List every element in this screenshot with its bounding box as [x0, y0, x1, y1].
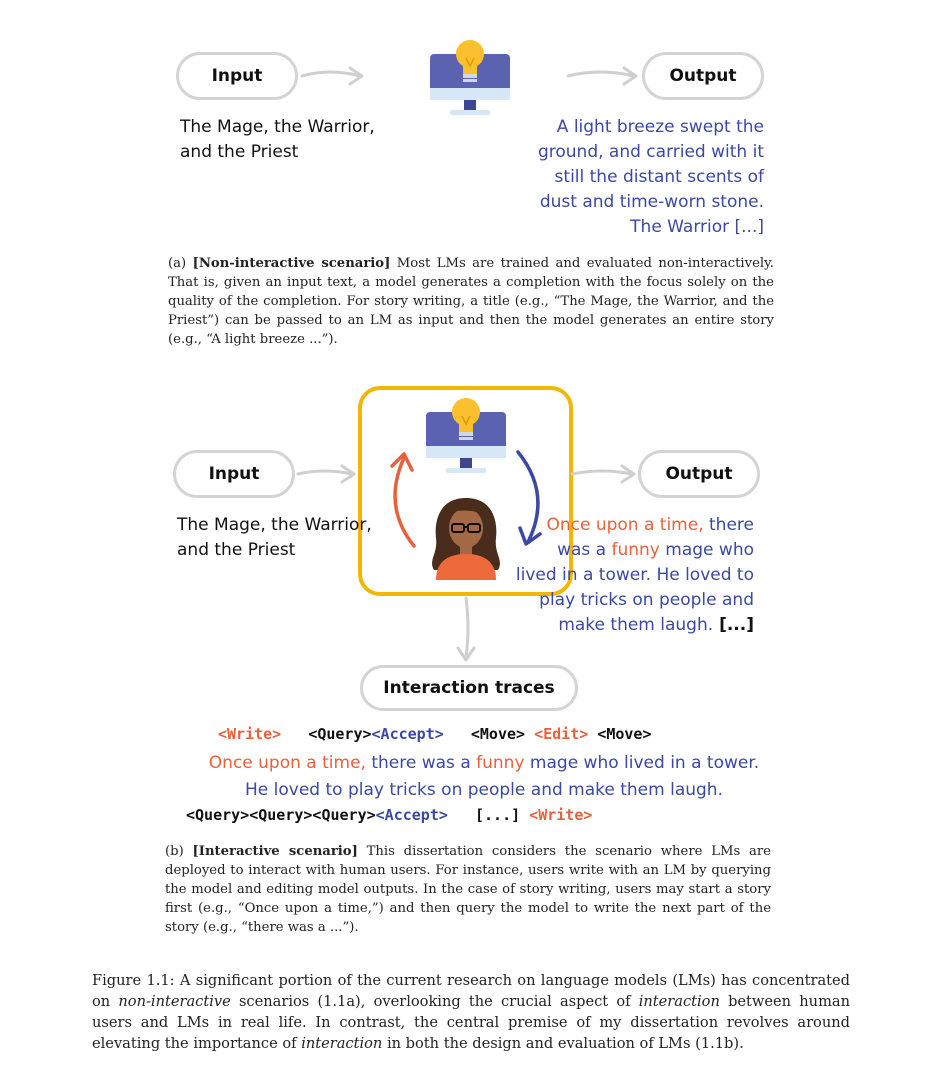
- trace-story: [130, 750, 838, 804]
- output-line: play tricks on people and: [539, 590, 754, 610]
- figure-caption-emph: interaction: [638, 993, 720, 1010]
- input-pill-b: [173, 450, 295, 498]
- output-line: [470, 513, 754, 538]
- output-line: The Warrior [...]: [630, 217, 764, 237]
- output-human-text: Once upon a time,: [546, 515, 704, 535]
- caption-a-tag: (a): [168, 256, 187, 271]
- output-line: still the distant scents of: [554, 167, 764, 187]
- figure-caption-text: Figure 1.1: A significant portion of the current research on language models (LMs) has concentrated on: [92, 972, 850, 1010]
- token-ellipsis: [...]: [475, 806, 521, 824]
- output-text-b: [470, 513, 754, 638]
- figure-caption-emph: non-interactive: [118, 993, 231, 1010]
- token-write: <Write>: [218, 725, 282, 743]
- arrow-icon: [570, 460, 642, 488]
- output-model-text: mage who: [659, 540, 754, 560]
- trace-tokens-row3: [186, 806, 592, 824]
- input-text-a: [180, 115, 375, 165]
- output-model-text: was a: [557, 540, 612, 560]
- trace-tokens-row1: [218, 725, 652, 743]
- token-write: <Write>: [529, 806, 593, 824]
- output-human-text: funny: [611, 540, 660, 560]
- monitor-lightbulb-icon: [424, 394, 508, 478]
- traces-label: Interaction traces: [383, 678, 555, 698]
- token-accept: <Accept>: [375, 806, 448, 824]
- token-move: <Move>: [470, 725, 526, 743]
- output-line: lived in a tower. He loved to: [515, 565, 754, 585]
- output-label-a: Output: [669, 66, 737, 86]
- token-accept: <Accept>: [371, 725, 444, 743]
- figure-caption-emph: interaction: [301, 1035, 383, 1052]
- caption-a-text: Most LMs are trained and evaluated non-interactively. That is, given an input text, a model generates a completion with the focus solely on the quality of the completion. For story writing, a title (e.g., “The Mage, the Warrior, and the Priest”) can be passed to an LM as input and then the model generates an entire story (e.g., “A light breeze ...”).: [168, 256, 775, 347]
- token-query: <Query><Query><Query>: [186, 806, 376, 824]
- output-ellipsis: [...]: [713, 615, 754, 635]
- output-model-text: make them laugh.: [558, 615, 714, 635]
- output-line: dust and time-worn stone.: [539, 192, 764, 212]
- input-text-a-line2: and the Priest: [180, 142, 299, 162]
- trace-human-text: funny: [476, 753, 525, 773]
- output-text-a: [500, 115, 764, 240]
- caption-b-text: This dissertation considers the scenario where LMs are deployed to interact with human users. For instance, users write with an LM by querying the model and editing model outputs. In the case of story writing, users may start a story first (e.g., “Once upon a time,”) and then query the model to write the next part of the story (e.g., “there was a ...”).: [165, 844, 771, 935]
- traces-pill: [360, 665, 578, 711]
- monitor-lightbulb-icon: [428, 36, 512, 120]
- figure-caption-text: between human users and LMs in real life. In contrast, the central premise of my dissertation revolves around elevating the importance of: [92, 993, 851, 1052]
- input-text-b: [177, 513, 372, 563]
- input-label-a: Input: [211, 66, 263, 86]
- caption-b-bold: [Interactive scenario]: [192, 844, 358, 859]
- figure-caption-text: scenarios (1.1a), overlooking the crucial aspect of: [230, 993, 639, 1010]
- trace-model-text: mage who lived in a tower.: [524, 753, 760, 773]
- trace-story-line1: [130, 750, 838, 777]
- figure-caption-text: in both the design and evaluation of LMs (1.1b).: [382, 1035, 744, 1052]
- caption-b-tag: (b): [165, 844, 184, 859]
- output-line: [470, 613, 754, 638]
- input-pill-a: [176, 52, 298, 100]
- input-label-b: Input: [208, 464, 260, 484]
- trace-human-text: Once upon a time,: [208, 753, 366, 773]
- output-pill-a: [642, 52, 764, 100]
- caption-a-bold: [Non-interactive scenario]: [192, 256, 391, 271]
- trace-story-line2: He loved to play tricks on people and make them laugh.: [244, 780, 723, 800]
- arrow-icon: [566, 62, 644, 90]
- output-line: ground, and carried with it: [537, 142, 764, 162]
- input-text-b-line1: The Mage, the Warrior,: [177, 515, 372, 535]
- caption-a: [168, 254, 774, 349]
- caption-b: [165, 842, 771, 937]
- output-line: [470, 538, 754, 563]
- token-move: <Move>: [597, 725, 652, 743]
- arrow-icon: [300, 62, 370, 90]
- token-edit: <Edit>: [534, 725, 589, 743]
- arrow-icon: [452, 596, 480, 666]
- output-pill-b: [638, 450, 760, 498]
- trace-model-text: there was a: [365, 753, 477, 773]
- output-label-b: Output: [665, 464, 733, 484]
- output-line: A light breeze swept the: [556, 117, 764, 137]
- input-text-a-line1: The Mage, the Warrior,: [180, 117, 375, 137]
- token-query: <Query>: [308, 725, 372, 743]
- output-model-text: there: [703, 515, 754, 535]
- arrow-icon: [296, 460, 362, 488]
- figure-caption: [92, 970, 850, 1054]
- input-text-b-line2: and the Priest: [177, 540, 296, 560]
